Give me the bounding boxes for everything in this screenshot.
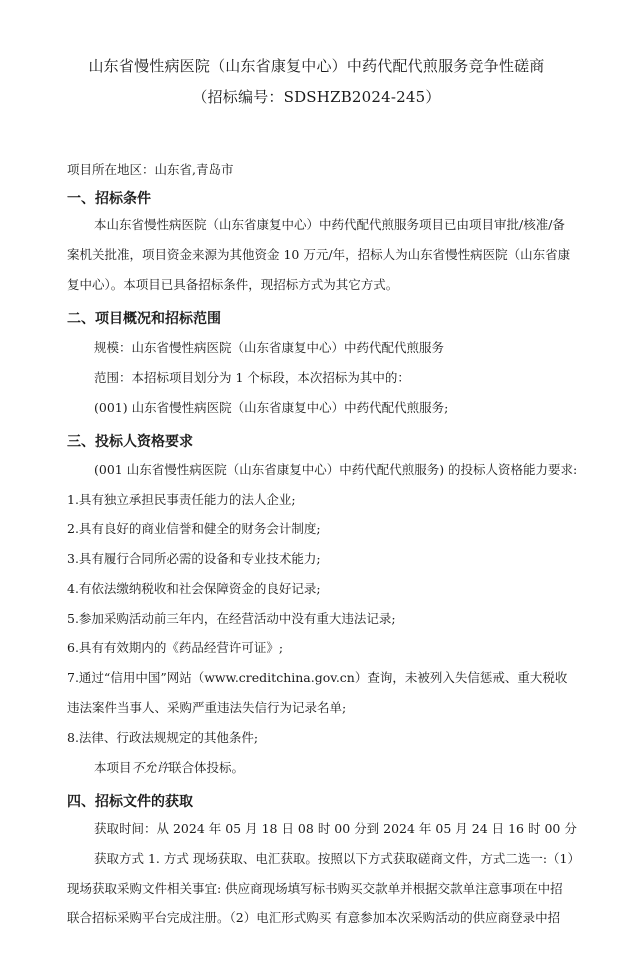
list-item: 2.具有良好的商业信誉和健全的财务会计制度; xyxy=(67,521,321,536)
list-item: 8.法律、行政法规规定的其他条件; xyxy=(67,730,259,745)
list-item: 1.具有独立承担民事责任能力的法人企业; xyxy=(67,492,296,507)
consortium-statement xyxy=(94,760,244,776)
paragraph-line: 案机关批准，项目资金来源为其他资金 10 万元/年，招标人为山东省慢性病医院（山东省康 xyxy=(67,247,571,262)
paragraph-line: 现场获取采购文件相关事宜: 供应商现场填写标书购买交款单并根据交款单注意事项在中招 xyxy=(67,881,563,896)
section-heading-1: 一、招标条件 xyxy=(67,191,151,207)
paragraph-line: 获取方式 1. 方式 现场获取、电汇获取。按照以下方式获取磋商文件，方式二选一:（1） xyxy=(94,851,581,866)
paragraph-line: 复中心）。本项目已具备招标条件，现招标方式为其它方式。 xyxy=(67,277,399,292)
section-heading-2: 二、项目概况和招标范围 xyxy=(67,311,221,327)
project-scope: 范围：本招标项目划分为 1 个标段，本次招标为其中的： xyxy=(94,370,410,385)
list-item: 5.参加采购活动前三年内，在经营活动中没有重大违法记录; xyxy=(67,611,396,626)
list-item: 3.具有履行合同所必需的设备和专业技术能力; xyxy=(67,551,321,566)
paragraph-line: 联合招标采购平台完成注册。（2）电汇形式购买 有意参加本次采购活动的供应商登录中招 xyxy=(67,910,561,925)
qualification-intro: (001 山东省慢性病医院（山东省康复中心）中药代配代煎服务) 的投标人资格能力要求: xyxy=(94,462,578,477)
project-scale: 规模：山东省慢性病医院（山东省康复中心）中药代配代煎服务 xyxy=(94,340,445,355)
document-title: 山东省慢性病医院（山东省康复中心）中药代配代煎服务竞争性磋商 xyxy=(88,57,545,75)
lot-item: (001) 山东省慢性病医院（山东省康复中心）中药代配代煎服务; xyxy=(94,400,449,415)
list-item: 6.具有有效期内的《药品经营许可证》; xyxy=(67,640,284,655)
section-heading-4: 四、招标文件的获取 xyxy=(67,794,193,810)
project-region: 项目所在地区：山东省,青岛市 xyxy=(67,162,234,177)
acquisition-time: 获取时间：从 2024 年 05 月 18 日 08 时 00 分到 2024 年 05 月 24 日 16 时 00 分 xyxy=(94,821,577,836)
section-heading-3: 三、投标人资格要求 xyxy=(67,434,193,450)
tender-number: （招标编号：SDSHZB2024-245） xyxy=(192,88,441,106)
consortium-prefix: 本项目 xyxy=(94,760,132,775)
list-item: 4.有依法缴纳税收和社会保障资金的良好记录; xyxy=(67,581,321,596)
consortium-suffix: 联合体投标。 xyxy=(169,760,245,775)
list-item: 7.通过“信用中国”网站（www.creditchina.gov.cn）查询，未被列入失信惩戒、重大税收 xyxy=(67,670,568,685)
list-item-continuation: 违法案件当事人、采购严重违法失信行为记录名单; xyxy=(67,700,347,715)
consortium-emphasis: 不允许 xyxy=(131,760,170,775)
paragraph-line: 本山东省慢性病医院（山东省康复中心）中药代配代煎服务项目已由项目审批/核准/备 xyxy=(94,217,565,232)
